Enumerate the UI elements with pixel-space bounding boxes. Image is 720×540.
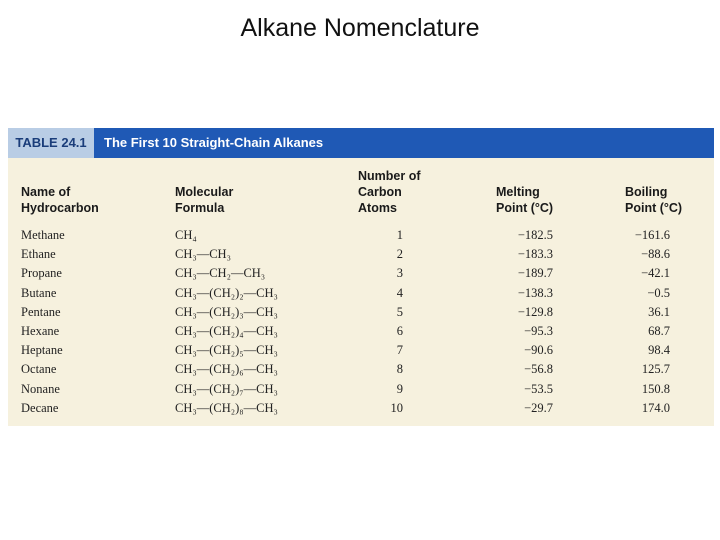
table-row <box>8 322 714 341</box>
cell-formula: CH₃—(CH₂)₈—CH₃ <box>175 400 278 415</box>
cell-carbon-atoms: 3 <box>396 266 403 281</box>
cell-melting-point: −53.5 <box>524 381 553 396</box>
cell-melting-point: −56.8 <box>524 362 553 377</box>
cell-boiling-point: −161.6 <box>634 228 670 242</box>
cell-formula: CH₃—(CH₂)₃—CH₃ <box>175 304 278 319</box>
cell-name: Heptane <box>21 343 63 358</box>
header-boiling-point: Boiling Point (°C) <box>625 185 683 215</box>
cell-melting-point: −183.3 <box>517 247 553 262</box>
table-row <box>8 360 714 379</box>
table-caption: The First 10 Straight-Chain Alkanes <box>94 128 714 158</box>
cell-carbon-atoms: 6 <box>396 323 403 338</box>
cell-formula: CH₃—CH₃ <box>175 247 231 262</box>
cell-name: Octane <box>21 362 57 377</box>
header-carbon-atoms: Number of Carbon Atoms <box>358 169 421 215</box>
cell-boiling-point: 150.8 <box>641 381 670 396</box>
cell-carbon-atoms: 7 <box>396 343 403 358</box>
table-body <box>8 226 714 418</box>
table-row <box>8 264 714 283</box>
table-row <box>8 380 714 399</box>
cell-formula: CH₃—(CH₂)₂—CH₃ <box>175 285 278 300</box>
cell-formula: CH₃—(CH₂)₅—CH₃ <box>175 343 278 358</box>
cell-boiling-point: 98.4 <box>648 343 670 358</box>
table-row <box>8 399 714 418</box>
cell-carbon-atoms: 2 <box>396 247 403 262</box>
cell-boiling-point: 68.7 <box>648 323 670 338</box>
cell-name: Decane <box>21 400 59 415</box>
header-formula: Molecular Formula <box>175 185 234 215</box>
cell-name: Butane <box>21 285 57 300</box>
slide-title: Alkane Nomenclature <box>240 14 480 42</box>
cell-name: Ethane <box>21 247 56 262</box>
cell-carbon-atoms: 8 <box>396 362 403 377</box>
cell-name: Propane <box>21 266 62 281</box>
cell-name: Hexane <box>21 323 60 338</box>
cell-formula: CH₃—(CH₂)₆—CH₃ <box>175 362 278 377</box>
cell-melting-point: −182.5 <box>517 228 553 242</box>
cell-melting-point: −189.7 <box>517 266 553 281</box>
table-row <box>8 341 714 360</box>
cell-formula: CH₃—(CH₂)₇—CH₃ <box>175 381 278 396</box>
cell-boiling-point: −0.5 <box>647 285 670 300</box>
cell-carbon-atoms: 9 <box>396 381 403 396</box>
cell-carbon-atoms: 1 <box>396 228 403 242</box>
cell-melting-point: −29.7 <box>524 400 553 415</box>
table-number: TABLE 24.1 <box>8 128 94 158</box>
table-row <box>8 303 714 322</box>
table-header <box>8 128 714 158</box>
table-row <box>8 245 714 264</box>
table-row <box>8 284 714 303</box>
header-melting-point: Melting Point (°C) <box>496 185 554 215</box>
cell-carbon-atoms: 10 <box>390 400 403 415</box>
cell-name: Methane <box>21 228 65 242</box>
cell-carbon-atoms: 5 <box>396 304 403 319</box>
cell-melting-point: −95.3 <box>524 323 553 338</box>
cell-boiling-point: −42.1 <box>641 266 670 281</box>
alkane-table <box>8 128 714 426</box>
cell-melting-point: −138.3 <box>517 285 553 300</box>
table-row <box>8 226 714 245</box>
cell-name: Pentane <box>21 304 61 319</box>
header-name: Name of Hydrocarbon <box>21 185 99 215</box>
cell-melting-point: −129.8 <box>517 304 553 319</box>
cell-boiling-point: −88.6 <box>641 247 670 262</box>
cell-boiling-point: 174.0 <box>641 400 670 415</box>
cell-boiling-point: 36.1 <box>648 304 670 319</box>
cell-boiling-point: 125.7 <box>641 362 670 377</box>
cell-formula: CH₃—CH₂—CH₃ <box>175 266 266 281</box>
cell-formula: CH₄ <box>175 228 197 242</box>
cell-melting-point: −90.6 <box>524 343 553 358</box>
cell-formula: CH₃—(CH₂)₄—CH₃ <box>175 323 278 338</box>
cell-carbon-atoms: 4 <box>396 285 403 300</box>
cell-name: Nonane <box>21 381 60 396</box>
